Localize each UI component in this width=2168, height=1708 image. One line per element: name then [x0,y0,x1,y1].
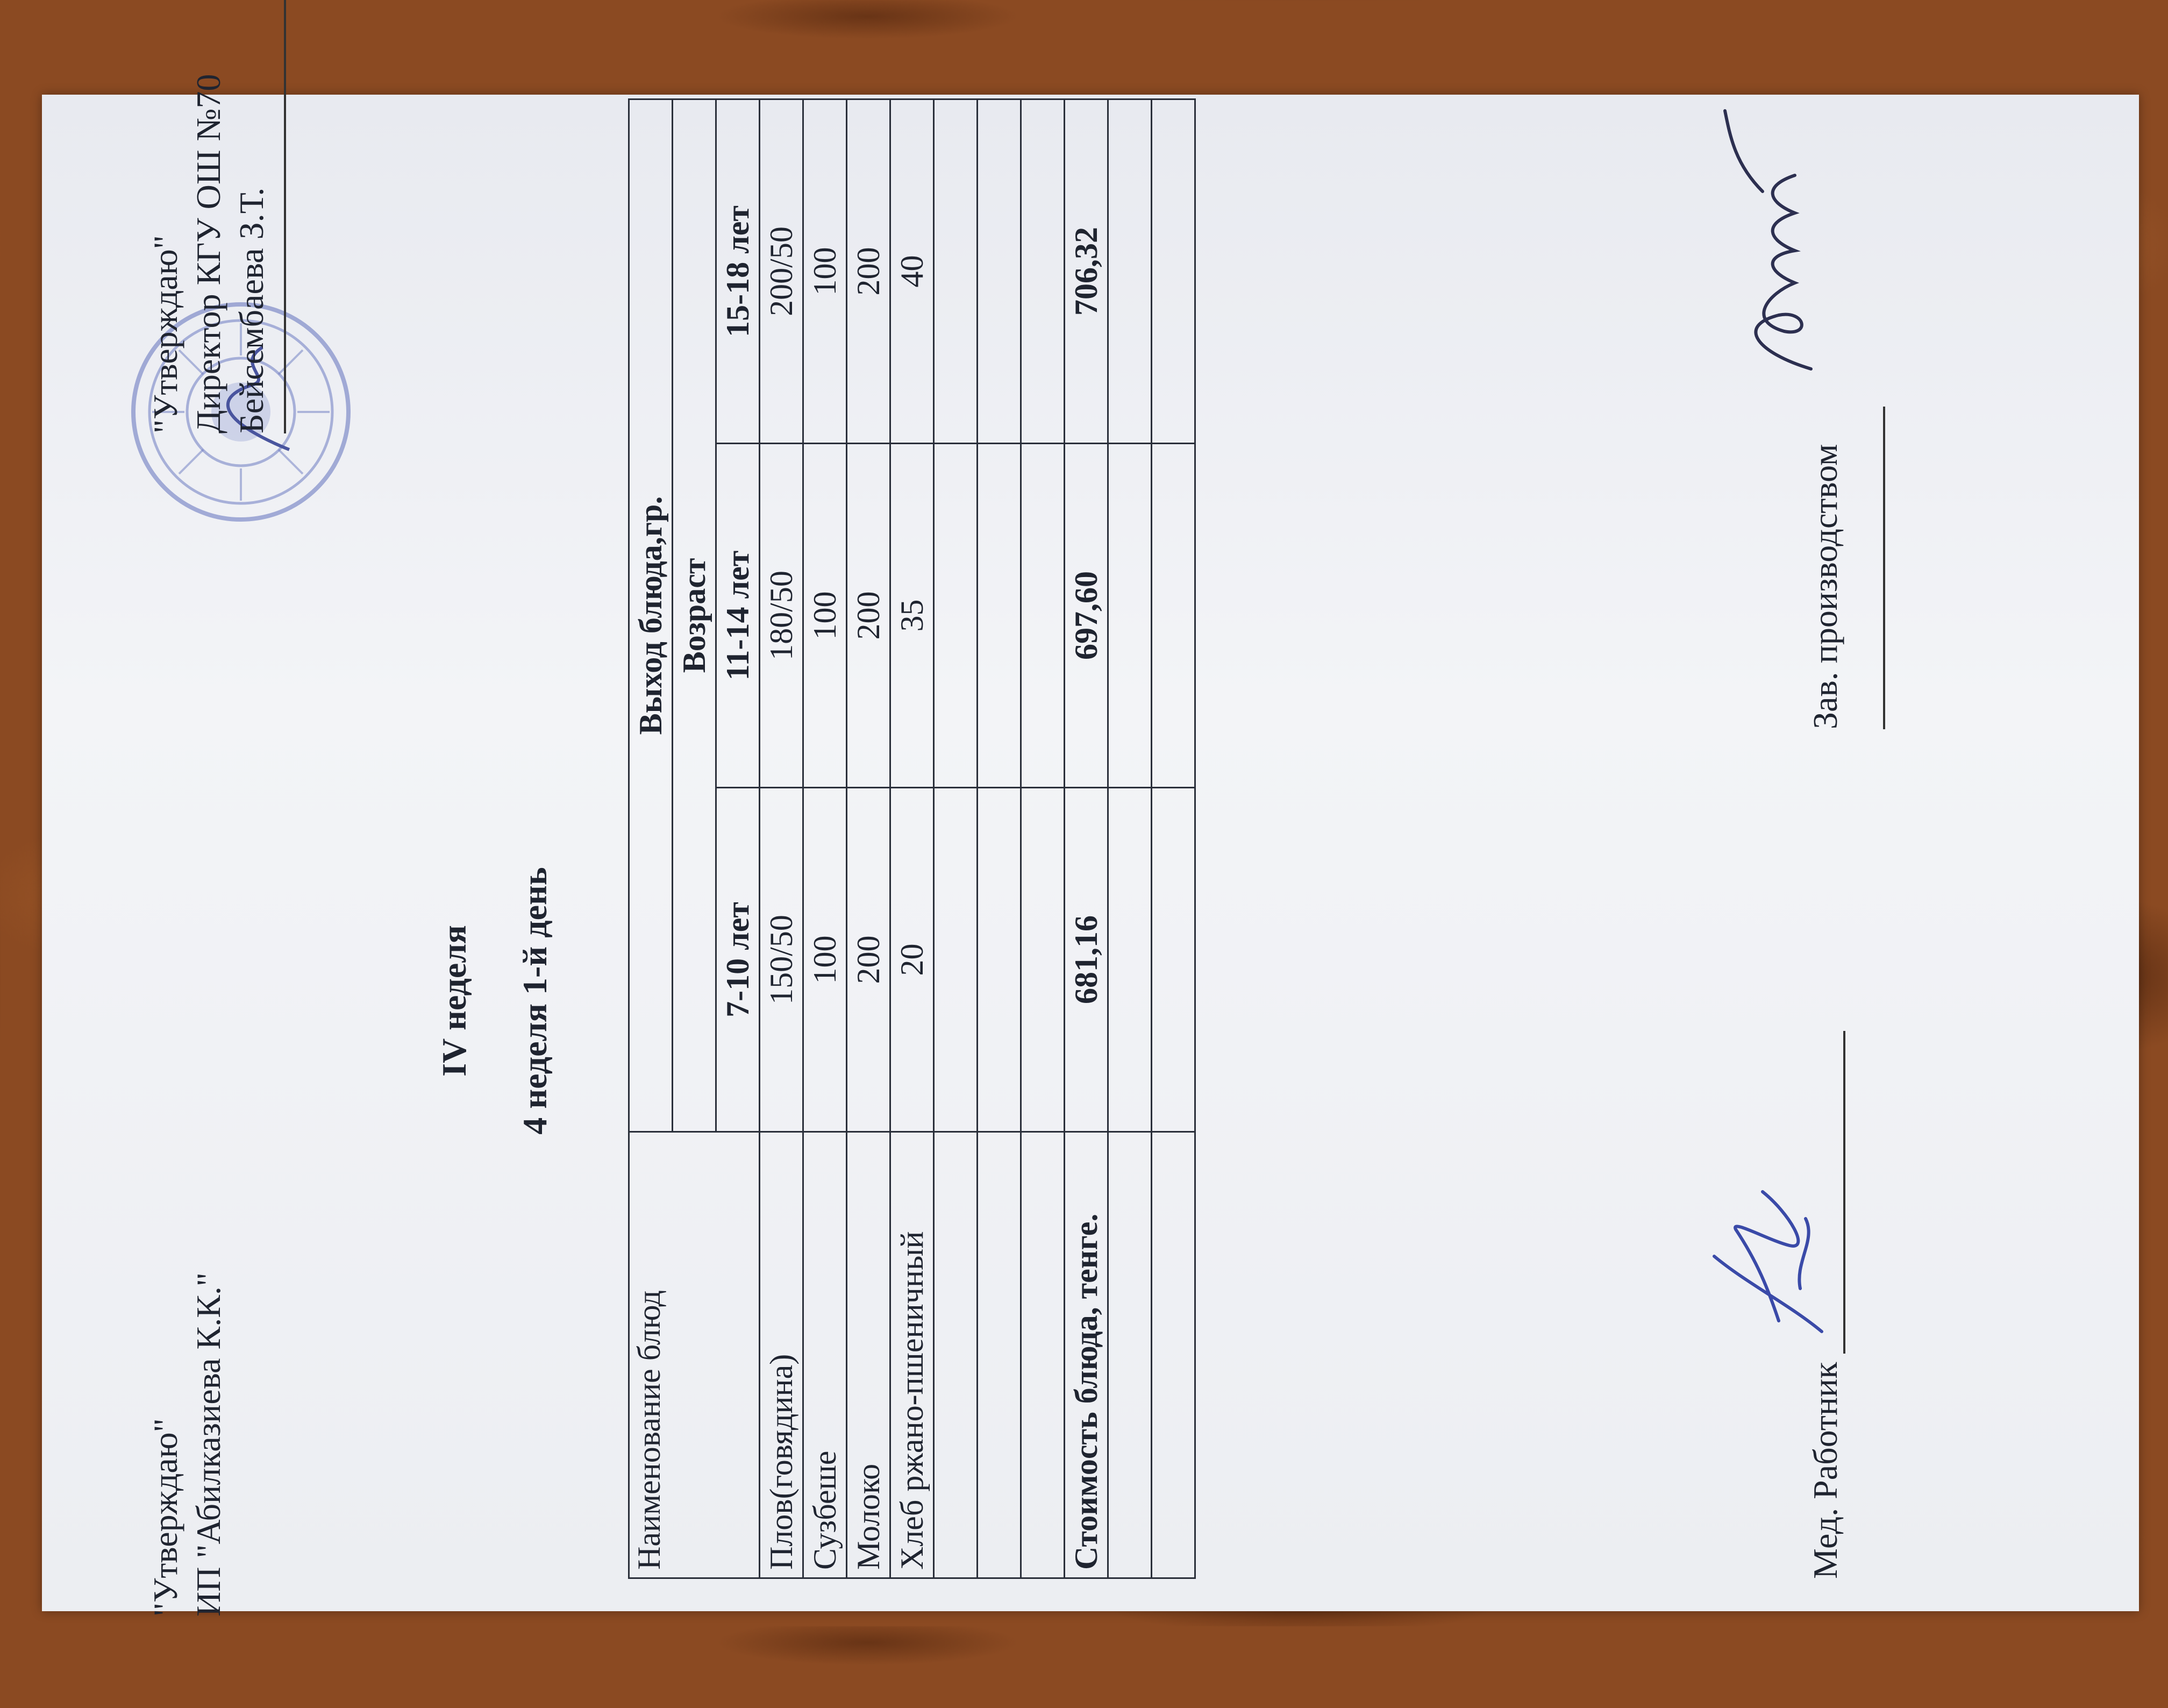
dish-value: 200 [847,788,890,1132]
table-row-empty [978,99,1021,1578]
dish-value: 150/50 [760,788,803,1132]
approval-right-position: Директор КГУ ОШ №70 [189,74,227,433]
dish-name: Плов(говядина) [760,1132,803,1578]
age-header: 11-14 лет [716,444,760,788]
table-row-empty [1021,99,1065,1578]
table-row [890,99,934,1578]
dish-value: 35 [890,444,934,788]
production-head-signature-block [1806,294,1885,729]
cost-value: 706,32 [1065,99,1108,443]
age-header: 7-10 лет [716,788,760,1132]
table-row [760,99,803,1578]
document-page [144,74,2112,1708]
col-header-age: Возраст [673,99,716,1131]
table-row-empty [934,99,978,1578]
approval-block-left [144,1272,230,1617]
col-header-output: Выход блюда,гр. [629,99,673,1131]
age-header: 15-18 лет [716,99,760,443]
dish-name: Молоко [847,1132,890,1578]
dish-value: 20 [890,788,934,1132]
dish-value: 40 [890,99,934,443]
col-header-name: Наименование блюд [629,1132,760,1578]
approval-right-title: "Утверждаю" [146,235,184,433]
dish-name: Сузбеше [803,1132,847,1578]
handwritten-signature-icon [1703,105,1843,385]
cost-row [1065,99,1108,1578]
handwritten-signature-icon [1682,1176,1854,1353]
table-row-empty [1108,99,1152,1578]
paper-sheet [42,74,2139,1617]
table-row [803,99,847,1578]
dish-value: 100 [803,444,847,788]
approval-right-signer: Бейсембаева З.Т. [232,187,270,433]
cost-label: Стоимость блюда, тенге. [1065,1132,1108,1578]
cost-value: 681,16 [1065,788,1108,1132]
day-title: 4 неделя 1-й день [516,867,554,1135]
med-worker-signature-block [1806,1031,1845,1579]
dish-value: 180/50 [760,444,803,788]
table-row-empty [1152,99,1195,1578]
approval-block-right [144,0,286,433]
approval-left-signer: ИП "Абилказиева К.К." [189,1272,227,1617]
signature-line [1878,407,1885,729]
med-worker-label: Мед. Работник [1806,1362,1844,1579]
dish-value: 200/50 [760,99,803,443]
dish-value: 200 [847,99,890,443]
dish-value: 100 [803,788,847,1132]
cost-value: 697,60 [1065,444,1108,788]
dish-value: 200 [847,444,890,788]
dish-value: 100 [803,99,847,443]
table-header-row-1 [629,99,673,1578]
signature-line [273,0,286,433]
production-head-label: Зав. производством [1806,444,1844,729]
approval-left-title: "Утверждаю" [146,1418,184,1617]
dish-name: Хлеб ржано-пшеничный [890,1132,934,1578]
menu-table [628,98,1196,1579]
week-title: IV неделя [435,925,473,1077]
table-row [847,99,890,1578]
